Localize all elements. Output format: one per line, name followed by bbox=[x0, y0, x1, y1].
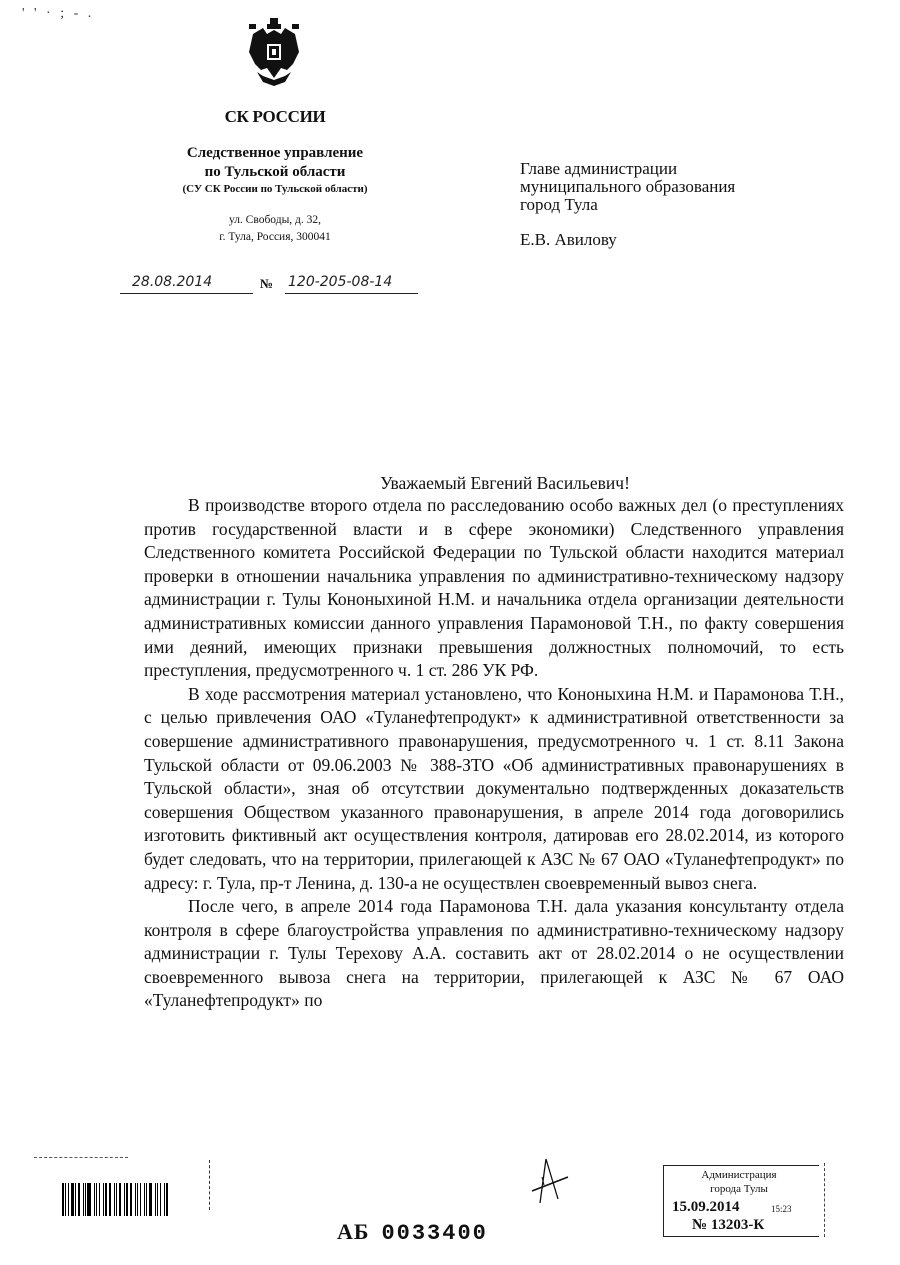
barcode-bar bbox=[135, 1183, 136, 1216]
department-short-name: (СУ СК России по Тульской области) bbox=[182, 183, 368, 195]
barcode-bar bbox=[140, 1183, 141, 1216]
stamp-number: № 13203-К bbox=[692, 1217, 765, 1233]
registration-date: 28.08.2014 bbox=[132, 274, 213, 290]
department-name bbox=[125, 144, 425, 182]
department-line-2: по Тульской области bbox=[204, 164, 346, 180]
salutation bbox=[0, 473, 900, 494]
barcode-bar bbox=[83, 1183, 84, 1216]
addressee-block bbox=[520, 160, 735, 214]
paragraph: В производстве второго отдела по расследованию особо важных дел (о преступлениях против государственной власти и в сфере экономики) Следственного управления Следственного комитета Российской Федерации по Тульской области находится материал проверки в отношении начальника управления по административно-техническому надзору администрации г. Тулы Кононыхиной Н.М. и начальника отдела организации деятельности административных комиссии данного управления Парамоновой Т.Н., по факту совершения ими деяний, имеющих признаки превышения должностных полномочий, то есть преступления, предусмотренного ч. 1 ст. 286 УК РФ. bbox=[144, 495, 844, 681]
number-label: № bbox=[260, 276, 274, 291]
barcode-icon bbox=[62, 1183, 170, 1216]
barcode-bar bbox=[124, 1183, 125, 1216]
address-line-1: ул. Свободы, д. 32, bbox=[228, 214, 322, 226]
number-underline bbox=[285, 293, 418, 294]
barcode-bar bbox=[87, 1183, 90, 1216]
address-line-2: г. Тула, Россия, 300041 bbox=[219, 231, 331, 243]
barcode-bar bbox=[109, 1183, 112, 1216]
barcode-bar bbox=[68, 1183, 69, 1216]
barcode-bar bbox=[114, 1183, 115, 1216]
paragraph: В ходе рассмотрения материал установлено, что Кононыхина Н.М. и Парамонова Т.Н., с целью привлечения ОАО «Туланефтепродукт» к административной ответственности за совершение административного правонарушения, предусмотренного ч. 1 ст. 8.11 Закона Тульской области от 09.06.2003 № 388-ЗТО «Об административных правонарушениях в Тульской области», зная об отсутствии документально подтвержденных доказательств совершения Обществом указанного правонарушения, в апреле 2014 года договорились изготовить фиктивный акт осуществления контроля, датировав его 28.02.2014, из которого будет следовать, что на территории, прилегающей к АЗС № 67 ОАО «Туланефтепродукт» по адресу: г. Тула, пр-т Ленина, д. 130-а не осуществлен своевременный вывоз снега. bbox=[144, 683, 844, 893]
barcode-bar bbox=[166, 1183, 168, 1216]
barcode-bar bbox=[126, 1183, 129, 1216]
coat-of-arms-icon bbox=[243, 18, 305, 88]
signature-icon bbox=[530, 1155, 570, 1205]
serial-number: 0033400 bbox=[381, 1221, 488, 1246]
department-line-1: Следственное управление bbox=[186, 145, 364, 161]
stamp-border-right bbox=[824, 1163, 825, 1237]
barcode-bar bbox=[119, 1183, 121, 1216]
stamp-org-line-2: города Тулы bbox=[710, 1183, 768, 1195]
stamp-time: 15:23 bbox=[771, 1204, 792, 1214]
barcode-bar bbox=[157, 1183, 159, 1216]
addressee-line-2: муниципального образования bbox=[520, 177, 736, 196]
barcode-bar bbox=[103, 1183, 104, 1216]
addressee-name: Е.В. Авилову bbox=[520, 230, 617, 249]
barcode-bar bbox=[130, 1183, 132, 1216]
barcode-bar bbox=[85, 1183, 86, 1216]
registration-line bbox=[120, 274, 420, 294]
addressee-line-3: город Тула bbox=[520, 195, 598, 214]
stamp-org-line-1: Администрация bbox=[701, 1169, 777, 1181]
addressee-line-1: Главе администрации bbox=[520, 159, 678, 178]
barcode-bar bbox=[65, 1183, 66, 1216]
barcode-bar bbox=[164, 1183, 165, 1216]
barcode-bar bbox=[71, 1183, 74, 1216]
date-underline bbox=[120, 293, 253, 294]
sender-address bbox=[125, 212, 425, 246]
barcode-bar bbox=[149, 1183, 152, 1216]
salutation-text: Уважаемый Евгений Васильевич! bbox=[380, 473, 630, 493]
barcode-bar bbox=[105, 1183, 107, 1216]
fold-mark bbox=[209, 1160, 211, 1210]
serial-series: АБ bbox=[337, 1219, 370, 1244]
barcode-bar bbox=[75, 1183, 76, 1216]
barcode-bar bbox=[137, 1183, 138, 1216]
barcode-bar bbox=[155, 1183, 156, 1216]
barcode-separator bbox=[34, 1157, 128, 1158]
barcode-bar bbox=[146, 1183, 147, 1216]
barcode-bar bbox=[78, 1183, 80, 1216]
registration-number: 120-205-08-14 bbox=[288, 274, 393, 290]
paragraph: После чего, в апреле 2014 года Парамонова Т.Н. дала указания консультанту отдела контроля в сфере благоустройства управления по административно-техническому надзору администрации г. Тулы Терехову А.А. составить акт от 28.02.2014 о не осуществлении своевременного вывоза снега на территории, прилегающей к АЗС № 67 ОАО «Туланефтепродукт» по bbox=[144, 896, 844, 1011]
letter-body bbox=[144, 494, 844, 1013]
barcode-bar bbox=[116, 1183, 117, 1216]
barcode-bar bbox=[144, 1183, 146, 1216]
barcode-bar bbox=[160, 1183, 161, 1216]
form-serial bbox=[337, 1219, 488, 1246]
barcode-bar bbox=[99, 1183, 100, 1216]
stamp-date: 15.09.2014 bbox=[672, 1199, 740, 1215]
barcode-bar bbox=[96, 1183, 98, 1216]
barcode-bar bbox=[62, 1183, 64, 1216]
scan-artifacts: ' ' · ; - . bbox=[22, 6, 95, 21]
incoming-registration-stamp bbox=[663, 1165, 819, 1237]
barcode-bar bbox=[94, 1183, 95, 1216]
org-name: СК РОССИИ bbox=[224, 107, 326, 126]
